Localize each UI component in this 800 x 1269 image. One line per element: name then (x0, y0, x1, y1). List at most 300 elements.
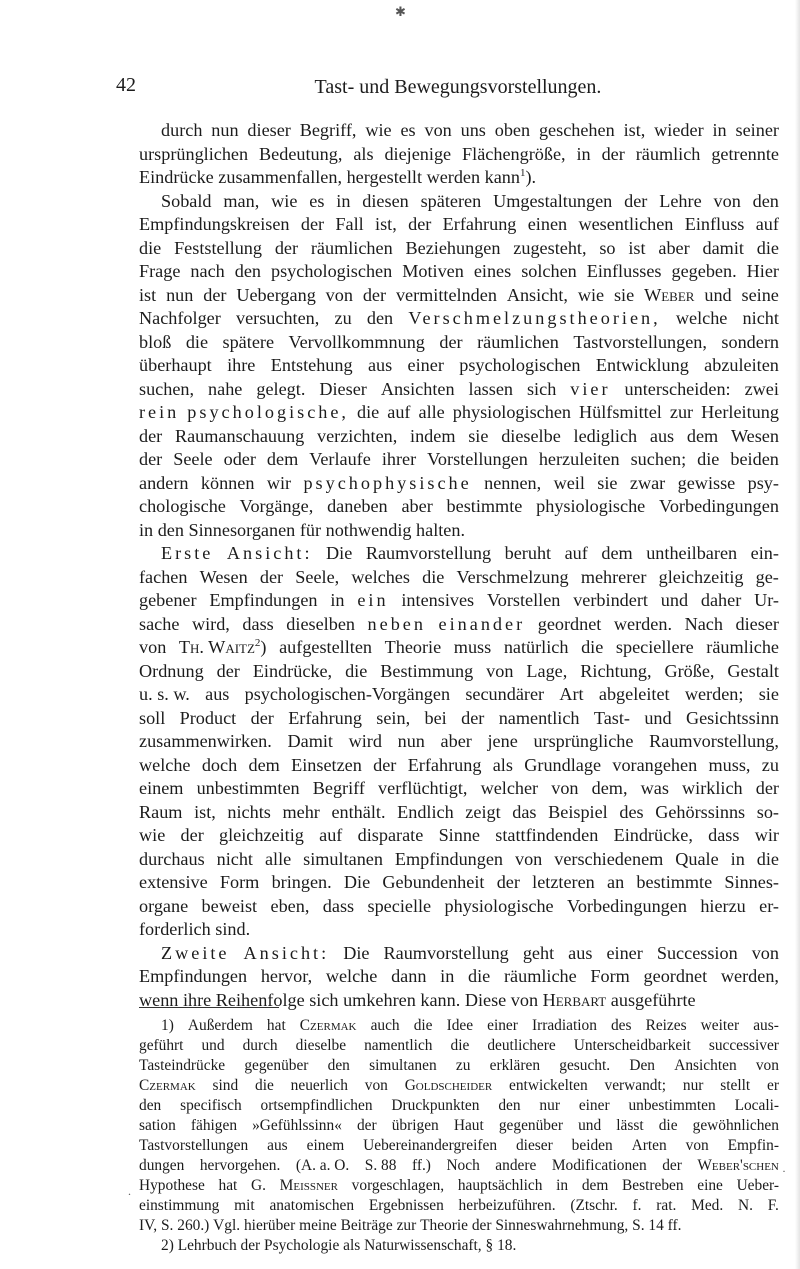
word: für (299, 519, 322, 540)
body-line (139, 942, 779, 966)
word: Art (559, 684, 584, 704)
margin-speck: · (782, 1164, 786, 1178)
word: Ur- (754, 590, 779, 610)
word: Größe, (664, 660, 715, 681)
word: zusammenwirken. (139, 731, 272, 751)
word: lassen (468, 378, 513, 399)
word: Entwicklung (595, 355, 689, 375)
word: Psychologie (264, 1237, 340, 1254)
word: sie (758, 684, 779, 704)
word: Außerdem (187, 1017, 253, 1034)
word: die (756, 237, 779, 258)
word: vermittelnden (395, 284, 497, 305)
word: gewisse (677, 472, 736, 493)
word: Hülfsmittel (579, 402, 662, 422)
word: und (201, 1037, 225, 1054)
footnote-line (139, 1216, 779, 1236)
word: von (325, 284, 353, 305)
word: dem, (591, 778, 628, 798)
word: den (139, 1097, 162, 1114)
word: halten. (416, 519, 466, 540)
word: intensives (401, 590, 475, 610)
word: alle (418, 402, 445, 422)
word: den (498, 1097, 521, 1114)
word: ursprüngliche (533, 731, 634, 751)
word: Raumvorstellung (365, 543, 492, 563)
word: 1) (161, 1017, 174, 1034)
word: Vorgänge, (239, 496, 314, 516)
word: welche (325, 966, 378, 986)
word: dem (266, 449, 299, 469)
word: Beziehungen (405, 237, 501, 258)
body-line (139, 989, 779, 1013)
word: zu (761, 754, 779, 775)
word: Den (629, 1057, 656, 1074)
word: Empfindungen (139, 966, 248, 986)
word: dieselbe (295, 1037, 347, 1054)
word: eine (697, 1177, 723, 1194)
word: wie (271, 190, 298, 211)
word: u. s. w. (139, 684, 190, 704)
word: dass (242, 613, 274, 634)
word: Quale (675, 848, 719, 869)
body-line (139, 542, 779, 566)
word: nennen, (484, 472, 542, 493)
word: (A. a. O. (295, 1157, 350, 1174)
word: wirklich (682, 778, 743, 798)
word: Zweite (161, 942, 230, 963)
word: lässt (616, 1117, 644, 1134)
word: Nachfolger (139, 308, 221, 328)
word: Einsetzen (291, 754, 362, 775)
word: das (512, 801, 537, 822)
word: anatomischen (269, 1197, 355, 1214)
word: seiner (735, 120, 779, 140)
word: die (450, 1037, 470, 1054)
word: und (578, 1117, 602, 1134)
body-line (139, 119, 779, 143)
word: verwandt; (604, 1077, 667, 1094)
word: Sinneswahrnehmung, (495, 1217, 629, 1234)
word: ist, (623, 120, 646, 140)
word: gewöhnlichen (692, 1117, 779, 1134)
word: hergestellt (346, 167, 423, 187)
word: fähigen (190, 1117, 238, 1134)
word: Beispiel (548, 801, 608, 822)
word: von (139, 637, 167, 657)
word: ff. (667, 1217, 682, 1234)
word: Beiträge (340, 1217, 393, 1234)
word: hervorgehen. (199, 1157, 281, 1174)
word: namentlich (498, 707, 580, 728)
word: gelegt. (256, 378, 306, 399)
word: wesentlichen (578, 214, 674, 234)
word: durch (161, 120, 203, 140)
word: in (330, 590, 345, 610)
word: untheilbaren (646, 543, 738, 563)
word: ihre (182, 989, 212, 1010)
footnote-line (139, 1036, 779, 1056)
body-line (139, 848, 779, 872)
word: die (756, 848, 779, 869)
word: einer (606, 942, 643, 963)
word: auf (319, 825, 343, 845)
word: Begriff, (299, 120, 357, 140)
word: Sinnesorganen (188, 519, 296, 540)
word: daneben (327, 496, 388, 516)
word: hat (266, 1017, 286, 1034)
word: Locali- (734, 1097, 779, 1114)
word: Czermak (139, 1077, 196, 1094)
word: meine (299, 1217, 337, 1234)
word: entwickelten (509, 1077, 588, 1094)
word: G. (251, 1177, 266, 1194)
footnote-rule (139, 1007, 279, 1008)
word: bei (424, 707, 447, 728)
word: letzteren (532, 872, 595, 892)
word: doch (201, 754, 238, 775)
word: durchaus (139, 848, 205, 869)
word: Eindrücke (139, 167, 214, 187)
word: von (713, 190, 741, 211)
word: an (607, 872, 625, 892)
word: Ansicht: (243, 942, 330, 963)
word: damit (702, 237, 744, 258)
word: Reihenfolge (215, 989, 305, 1010)
word: enthält. (331, 801, 386, 822)
word: der (203, 284, 227, 305)
word: auf (387, 402, 411, 422)
word: Med. (691, 1197, 724, 1214)
word: den (234, 261, 261, 281)
footnotes (139, 1016, 779, 1256)
word: Raumvorstellung (383, 942, 509, 963)
word: Erfahrung (407, 754, 482, 775)
word: der (662, 1157, 682, 1174)
word: Weber (644, 284, 695, 305)
word: der (362, 284, 387, 305)
word: unterscheiden: (624, 378, 731, 399)
word: daher (700, 590, 742, 610)
word: Grundlage (524, 754, 602, 775)
word: herbeizuführen. (458, 1197, 556, 1214)
top-margin-mark: ✱ (395, 4, 406, 19)
word: geführt (139, 1037, 184, 1054)
word: Idee (446, 1017, 474, 1034)
word: gesucht. (559, 1057, 611, 1074)
word: spätere (222, 331, 275, 352)
word: was (640, 778, 669, 798)
body-line (139, 401, 779, 425)
word: ihre (227, 355, 256, 375)
word: natürlich (503, 637, 569, 657)
word: der (274, 237, 299, 258)
word: weil (553, 472, 585, 493)
word: verflüchtigt, (378, 778, 468, 798)
word: Raum (139, 801, 183, 822)
word: die (357, 402, 380, 422)
word: Dieser (319, 378, 367, 399)
body-line (139, 448, 779, 472)
word: Noch (446, 1157, 480, 1174)
word: psychophysische (303, 472, 472, 493)
body-line (139, 636, 779, 660)
body-line (139, 730, 779, 754)
body-line (139, 683, 779, 707)
word: die (468, 966, 491, 986)
word: von (551, 778, 579, 798)
word: die (658, 1117, 678, 1134)
word: § 18. (485, 1237, 517, 1254)
body-line (139, 965, 779, 989)
footnote-line (139, 1136, 779, 1156)
word: Herbart (542, 989, 607, 1010)
word: verzichten, (317, 425, 398, 446)
word: vorgeschlagen, (351, 1177, 445, 1194)
word: Lage, (526, 660, 568, 681)
word: mehr (282, 801, 320, 822)
word: zusammenfallen, (218, 167, 343, 187)
word: psychologischen (459, 355, 581, 375)
word: gleichzeitig (219, 825, 304, 845)
page-edge-shadow (795, 0, 800, 1269)
word: dem (601, 543, 633, 563)
word: Tastvorstellungen, (573, 331, 707, 352)
word: der (439, 331, 463, 352)
word: wird, (191, 613, 230, 634)
word: Vorstellen (486, 590, 561, 610)
word: herzuleiten (538, 449, 620, 469)
word: Die (343, 872, 371, 892)
body-line (139, 331, 779, 355)
word: nun (397, 731, 425, 751)
word: psychologischen-Vorgängen (244, 684, 451, 704)
word: Endlich (397, 801, 454, 822)
running-head: Tast- und Bewegungsvorstellungen. (314, 76, 602, 98)
word: wird (348, 731, 382, 751)
footnote-line (139, 1116, 779, 1136)
word: der (471, 1217, 492, 1234)
word: f. (632, 1197, 642, 1214)
word: sich (309, 989, 339, 1010)
word: Einfluss (684, 214, 745, 234)
word: der (139, 449, 163, 469)
word: Sinnes- (724, 872, 779, 892)
word: Sinne (438, 825, 480, 845)
word: wie (365, 120, 392, 140)
word: Ansichten (380, 378, 455, 399)
word: einer (578, 1097, 610, 1114)
word: von (510, 989, 539, 1010)
word: Begriff (312, 778, 365, 798)
footnote-line (139, 1236, 779, 1256)
word: dem (248, 754, 280, 775)
word: Eindrücke, (252, 660, 333, 681)
word: neben (367, 613, 426, 634)
word: ist, (194, 801, 216, 822)
word: er- (759, 895, 779, 916)
word: räumliche (706, 637, 779, 657)
word: oben (494, 120, 531, 140)
word: aus (649, 425, 675, 446)
word: N. (737, 1197, 753, 1214)
word: dann (391, 966, 427, 986)
page-number: 42 (116, 74, 136, 96)
word: Tast- (593, 707, 630, 728)
body-line (139, 895, 779, 919)
word: Feststellung (174, 237, 262, 258)
word: bestimmte (636, 872, 713, 892)
word: dieser (735, 613, 779, 634)
word: einem (139, 778, 184, 798)
word: der (356, 1117, 377, 1134)
word: Goldscheider (404, 1077, 493, 1094)
word: Bedeutung, (259, 143, 343, 164)
body-line (139, 660, 779, 684)
word: dieser (515, 1137, 553, 1154)
word: dieselben (286, 613, 355, 634)
word: einstimmung (139, 1197, 220, 1214)
word: extensive (139, 872, 208, 892)
word: physiologische (536, 496, 646, 516)
word: Die (326, 543, 353, 563)
body-line (139, 519, 779, 543)
word: zur (669, 402, 694, 422)
word: nach (190, 261, 225, 281)
word: nun (211, 120, 239, 140)
word: es (309, 190, 325, 211)
word: zwar (629, 472, 666, 493)
word: Frage (139, 261, 181, 281)
word: ihrer (381, 449, 417, 469)
word: Theorie (420, 1217, 468, 1234)
word: Czermak (299, 1017, 357, 1034)
word: nur (682, 1077, 704, 1094)
word: uns (460, 120, 486, 140)
word: die (413, 1017, 433, 1034)
word: ist (628, 237, 646, 258)
body-line (139, 495, 779, 519)
word: gegenüber (498, 1117, 563, 1134)
body-line (139, 213, 779, 237)
word: ursprünglichen (139, 143, 249, 164)
word: getrennte (711, 143, 779, 164)
word: aber (440, 731, 472, 751)
word: S. (632, 1217, 645, 1234)
word: werden (426, 167, 481, 187)
word: als (343, 1237, 361, 1254)
word: Raumanschauung (174, 425, 305, 446)
word: Lehrbuch (177, 1237, 237, 1254)
word: ein (357, 590, 389, 610)
word: zugesteht, (513, 237, 587, 258)
word: abgeleitet (598, 684, 670, 704)
word: organe (139, 895, 189, 916)
footnote-line (139, 1076, 779, 1096)
word: als (492, 754, 513, 775)
word: unbestimmten (628, 1097, 716, 1114)
word: diesen (362, 190, 409, 211)
word: auf (564, 543, 588, 563)
word: der (496, 872, 520, 892)
word: alle (264, 848, 292, 869)
word: (Ztschr. (570, 1197, 618, 1214)
word: vorangehen (612, 754, 698, 775)
word: oder (223, 449, 256, 469)
word: der (300, 214, 325, 234)
word: 2) (161, 1237, 174, 1254)
word: Arten (631, 1137, 667, 1154)
word: von (424, 120, 452, 140)
body-line (139, 143, 779, 167)
word: einer (407, 355, 444, 375)
word: die (345, 660, 368, 681)
body-line (139, 237, 779, 261)
word: Gesichtssinn (685, 707, 779, 728)
word: übrigen (391, 1117, 439, 1134)
word: physiologische (444, 895, 554, 916)
word: Lehre (659, 190, 702, 211)
word: Form (590, 966, 630, 986)
word: F. (767, 1197, 779, 1214)
word: ge- (755, 566, 779, 587)
word: successiver (708, 1037, 779, 1054)
word: erklären (489, 1057, 541, 1074)
word: hierzu (700, 895, 746, 916)
word: Nach (684, 613, 723, 634)
word: zur (396, 1217, 417, 1234)
word: einer (487, 1017, 518, 1034)
word: sein, (376, 707, 411, 728)
body-line (139, 378, 779, 402)
word: einem (306, 1137, 345, 1154)
body-line (139, 425, 779, 449)
word: Herleitung (701, 402, 779, 422)
word: werden, (720, 966, 779, 986)
word: aber (658, 237, 690, 258)
word: beweist (201, 895, 258, 916)
word: Sobald (161, 190, 212, 211)
word: Verschmelzung (456, 566, 569, 587)
word: nicht (216, 848, 253, 869)
word: wieder (654, 120, 704, 140)
body-line (139, 777, 779, 801)
footnote-line (139, 1016, 779, 1036)
word: wir (754, 825, 779, 845)
word: Ansicht, (506, 284, 568, 305)
word: Reizes (645, 1017, 687, 1034)
word: von (685, 1137, 709, 1154)
word: welche (675, 308, 728, 328)
word: Product (179, 707, 237, 728)
word: geordnet (537, 613, 602, 634)
margin-speck: . (128, 1184, 131, 1198)
word: von (514, 848, 543, 869)
word: die (185, 331, 209, 352)
word: ein- (750, 543, 779, 563)
word: wir (266, 472, 292, 493)
body-line (139, 707, 779, 731)
word: späteren (420, 190, 482, 211)
word: nicht (742, 308, 779, 328)
word: einander (438, 613, 526, 634)
body-line (139, 307, 779, 331)
word: Vervollkommnung (288, 331, 425, 352)
word: von (751, 942, 779, 963)
word: den (366, 308, 394, 328)
word: der (624, 190, 648, 211)
word: den (327, 1057, 350, 1074)
